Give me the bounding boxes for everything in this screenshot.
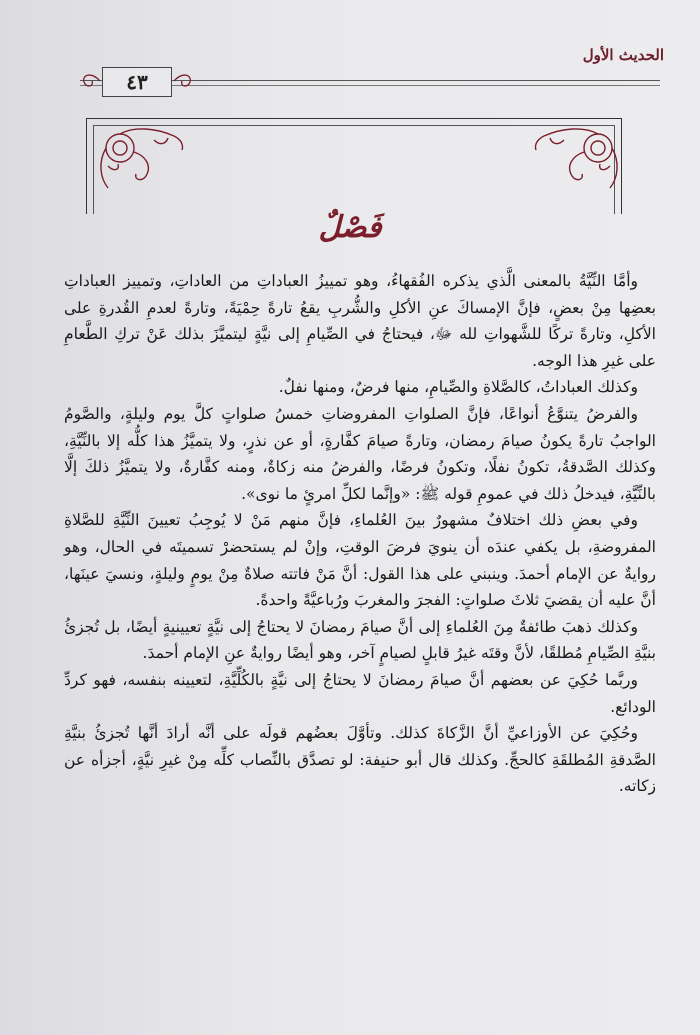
left-ornament-icon (78, 70, 102, 92)
paragraph: وربَّما حُكِيَ عن بعضهم أنَّ صيامَ رمضانَ لا يحتاجُ إلى نيَّةٍ بالكُلِّيَّةِ، لتعيينه بنفسه، فهو كردِّ الودائع. (64, 670, 656, 716)
body-text (64, 268, 656, 800)
page-number: ٤٣ (102, 67, 172, 97)
section-title: فَصْلٌ (318, 210, 382, 245)
paragraph: وفي بعضِ ذلك اختلافٌ مشهورٌ بينَ العُلماءِ، فإنَّ منهم مَنْ لا يُوجِبُ تعيينَ النِّيَّةِ للصَّلاةِ المفروضةِ، بل يكفي عندَه أن ينويَ فرضَ الوقتِ، وإنْ لم يستحضرْ تسميتَه في الحال، وهو روايةٌ عن الإمام أحمدَ. وينبني على هذا القول: أنَّ مَنْ فاتته صلاةٌ مِنْ يومٍ وليلةٍ، ونسيَ عينَها، أنَّ عليه أن يقضيَ ثلاثَ صلواتٍ: الفجرَ والمغربَ ورُباعيَّةً واحدةً. (64, 511, 656, 610)
paragraph: وكذلك ذهبَ طائفةٌ مِنَ العُلماءِ إلى أنَّ صيامَ رمضانَ لا يحتاجُ إلى نيَّةٍ تعيينيةٍ أيضًا، بل تُجزئُ بنيَّةِ الصِّيامِ مُطلقًا، لأنَّ وقتَه غيرُ قابلٍ لصيامٍ آخر، وهو أيضًا روايةٌ عنِ الإمام أحمدَ. (64, 617, 656, 663)
paragraph: وحُكِيَ عن الأوزاعيِّ أنَّ الزَّكاةَ كذلك. وتأوَّلَ بعضُهم قولَه على أنَّه أرادَ أنَّها تُجزئُ بنيَّةِ الصَّدقةِ المُطلقَةِ كالحجِّ. وكذلك قال أبو حنيفة: لو تصدَّق بالنِّصاب كلِّه مِنْ غيرِ نيَّةٍ، أجزأه عن زكاته. (64, 724, 656, 796)
corner-floral-right-icon (528, 122, 624, 194)
right-ornament-icon (172, 70, 196, 92)
running-title: الحديث الأول (582, 46, 664, 64)
paragraph: والفرضُ يتنوَّعُ أنواعًا، فإنَّ الصلواتِ المفروضاتِ خمسُ صلواتٍ كلَّ يوم وليلةٍ، والصَّومُ الواجبُ تارةً يكونُ صيامَ رمضان، وتارةً صيامَ كفَّارةٍ، أو عن نذرٍ، ولا يتميَّزُ هذا كلُّه إلا بالنِّيَّةِ، وكذلك الصَّدقةُ، تكونُ نفلًا، وتكونُ فرضًا، والفرضُ منه زكاةٌ، ومنه كفَّارةٌ، ولا يتميَّزُ ذلكَ إلَّا بالنِّيَّةِ، فيدخلُ ذلك في عمومِ قوله ﷺ: «وإنَّما لكلِّ امرئٍ ما نوى». (64, 404, 656, 503)
corner-floral-left-icon (94, 122, 190, 194)
paragraph: وكذلك العباداتُ، كالصَّلاةِ والصِّيامِ، منها فرضٌ، ومنها نفلٌ. (278, 378, 638, 397)
paragraph: وأمَّا النِّيَّةُ بالمعنى الَّذي يذكره الفُقهاءُ، وهو تمييزُ العباداتِ من العاداتِ، وتمييز العباداتِ بعضِها مِنْ بعضٍ، فإنَّ الإمساكَ عنِ الأكلِ والشُّربِ يقعُ تارةً حِمْيَةً، وتارةً لعدمِ القُدرةِ على الأكلِ، وتارةً تركًا للشَّهواتِ لله ﷻ، فيحتاجُ في الصِّيامِ إلى نيَّةٍ ليتميَّزَ بذلك عَنْ تركِ الطَّعامِ على غيرِ هذا الوجه. (64, 272, 656, 370)
